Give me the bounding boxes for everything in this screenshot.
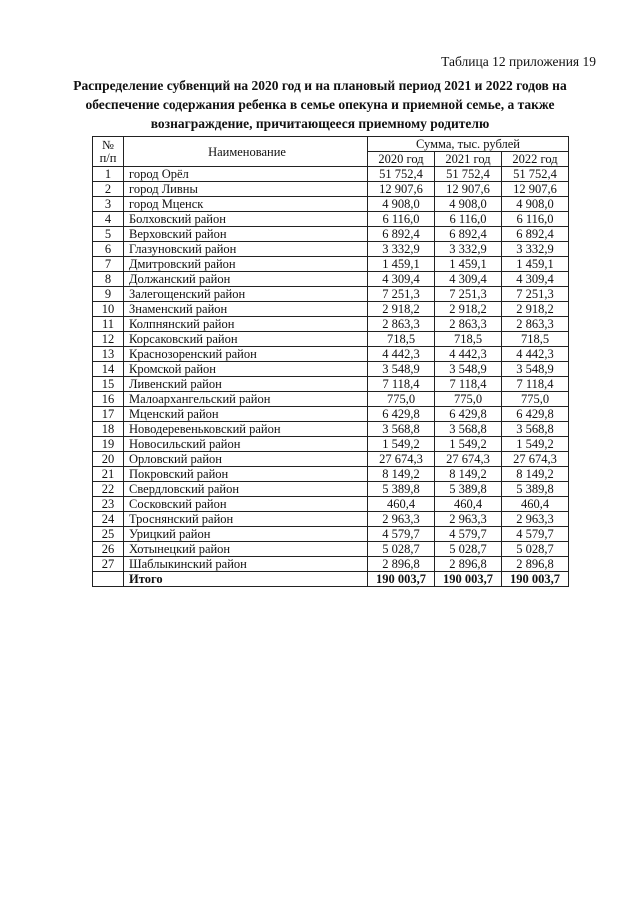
row-value-2020: 7 251,3 xyxy=(368,287,435,302)
row-value-2020: 2 896,8 xyxy=(368,557,435,572)
row-name: Малоархангельский район xyxy=(124,392,368,407)
table-row xyxy=(93,467,569,482)
row-value-2021: 2 896,8 xyxy=(435,557,502,572)
row-value-2020: 5 028,7 xyxy=(368,542,435,557)
header-number-line2: п/п xyxy=(99,150,117,165)
row-number: 1 xyxy=(93,167,124,182)
table-row xyxy=(93,452,569,467)
header-number xyxy=(93,137,124,167)
subvention-table xyxy=(92,136,569,587)
row-name: Мценский район xyxy=(124,407,368,422)
row-name: Новодеревеньковский район xyxy=(124,422,368,437)
header-number-line1: № xyxy=(102,137,114,152)
row-number: 19 xyxy=(93,437,124,452)
row-number: 17 xyxy=(93,407,124,422)
table-body xyxy=(93,167,569,572)
row-value-2020: 5 389,8 xyxy=(368,482,435,497)
total-row xyxy=(93,572,569,587)
row-value-2021: 2 918,2 xyxy=(435,302,502,317)
row-value-2020: 2 918,2 xyxy=(368,302,435,317)
row-value-2021: 1 549,2 xyxy=(435,437,502,452)
table-row xyxy=(93,182,569,197)
row-name: Кромской район xyxy=(124,362,368,377)
total-number xyxy=(93,572,124,587)
row-value-2021: 775,0 xyxy=(435,392,502,407)
row-name: город Орёл xyxy=(124,167,368,182)
row-value-2020: 1 459,1 xyxy=(368,257,435,272)
row-number: 27 xyxy=(93,557,124,572)
row-name: Краснозоренский район xyxy=(124,347,368,362)
row-value-2021: 460,4 xyxy=(435,497,502,512)
table-row xyxy=(93,437,569,452)
row-value-2022: 4 309,4 xyxy=(502,272,569,287)
row-name: Свердловский район xyxy=(124,482,368,497)
row-number: 13 xyxy=(93,347,124,362)
table-row xyxy=(93,332,569,347)
row-value-2022: 8 149,2 xyxy=(502,467,569,482)
header-row xyxy=(93,137,569,152)
row-number: 18 xyxy=(93,422,124,437)
row-value-2021: 3 568,8 xyxy=(435,422,502,437)
row-value-2022: 3 332,9 xyxy=(502,242,569,257)
row-value-2021: 2 963,3 xyxy=(435,512,502,527)
table-row xyxy=(93,482,569,497)
row-value-2020: 1 549,2 xyxy=(368,437,435,452)
row-name: Урицкий район xyxy=(124,527,368,542)
table-row xyxy=(93,497,569,512)
row-name: Залегощенский район xyxy=(124,287,368,302)
row-name: Глазуновский район xyxy=(124,242,368,257)
row-number: 6 xyxy=(93,242,124,257)
row-value-2020: 460,4 xyxy=(368,497,435,512)
total-2020: 190 003,7 xyxy=(368,572,435,587)
row-value-2022: 27 674,3 xyxy=(502,452,569,467)
row-value-2020: 718,5 xyxy=(368,332,435,347)
table-row xyxy=(93,347,569,362)
row-value-2021: 1 459,1 xyxy=(435,257,502,272)
row-number: 2 xyxy=(93,182,124,197)
row-value-2022: 2 896,8 xyxy=(502,557,569,572)
row-value-2020: 12 907,6 xyxy=(368,182,435,197)
row-value-2022: 4 908,0 xyxy=(502,197,569,212)
row-value-2020: 3 548,9 xyxy=(368,362,435,377)
row-value-2021: 4 908,0 xyxy=(435,197,502,212)
row-value-2022: 775,0 xyxy=(502,392,569,407)
row-value-2020: 3 568,8 xyxy=(368,422,435,437)
row-value-2022: 2 963,3 xyxy=(502,512,569,527)
table-row xyxy=(93,167,569,182)
row-value-2022: 3 568,8 xyxy=(502,422,569,437)
row-value-2020: 6 429,8 xyxy=(368,407,435,422)
row-value-2021: 27 674,3 xyxy=(435,452,502,467)
table-row xyxy=(93,377,569,392)
row-value-2022: 460,4 xyxy=(502,497,569,512)
header-year-2022: 2022 год xyxy=(502,152,569,167)
header-name: Наименование xyxy=(124,137,368,167)
table-row xyxy=(93,212,569,227)
table-row xyxy=(93,242,569,257)
row-name: Орловский район xyxy=(124,452,368,467)
row-value-2022: 6 429,8 xyxy=(502,407,569,422)
row-value-2022: 51 752,4 xyxy=(502,167,569,182)
header-year-2020: 2020 год xyxy=(368,152,435,167)
row-value-2020: 51 752,4 xyxy=(368,167,435,182)
row-number: 26 xyxy=(93,542,124,557)
row-value-2022: 7 251,3 xyxy=(502,287,569,302)
row-value-2022: 5 389,8 xyxy=(502,482,569,497)
row-value-2021: 4 309,4 xyxy=(435,272,502,287)
row-number: 21 xyxy=(93,467,124,482)
row-value-2020: 2 863,3 xyxy=(368,317,435,332)
table-row xyxy=(93,362,569,377)
row-value-2020: 775,0 xyxy=(368,392,435,407)
row-name: Новосильский район xyxy=(124,437,368,452)
row-number: 11 xyxy=(93,317,124,332)
row-value-2020: 27 674,3 xyxy=(368,452,435,467)
table-row xyxy=(93,422,569,437)
table-row xyxy=(93,557,569,572)
row-value-2022: 1 459,1 xyxy=(502,257,569,272)
table-row xyxy=(93,512,569,527)
row-number: 23 xyxy=(93,497,124,512)
row-value-2021: 3 332,9 xyxy=(435,242,502,257)
row-number: 4 xyxy=(93,212,124,227)
row-name: Ливенский район xyxy=(124,377,368,392)
total-2022: 190 003,7 xyxy=(502,572,569,587)
row-value-2021: 4 442,3 xyxy=(435,347,502,362)
table-row xyxy=(93,197,569,212)
row-value-2021: 718,5 xyxy=(435,332,502,347)
row-value-2022: 4 579,7 xyxy=(502,527,569,542)
row-number: 14 xyxy=(93,362,124,377)
table-row xyxy=(93,257,569,272)
row-name: Болховский район xyxy=(124,212,368,227)
table-row xyxy=(93,227,569,242)
row-name: Верховский район xyxy=(124,227,368,242)
row-number: 24 xyxy=(93,512,124,527)
row-number: 8 xyxy=(93,272,124,287)
table-row xyxy=(93,272,569,287)
table-row xyxy=(93,317,569,332)
table-caption: Таблица 12 приложения 19 xyxy=(441,54,596,69)
row-number: 25 xyxy=(93,527,124,542)
row-value-2021: 2 863,3 xyxy=(435,317,502,332)
row-name: Шаблыкинский район xyxy=(124,557,368,572)
row-value-2020: 4 309,4 xyxy=(368,272,435,287)
row-number: 12 xyxy=(93,332,124,347)
row-value-2020: 4 579,7 xyxy=(368,527,435,542)
row-value-2022: 6 116,0 xyxy=(502,212,569,227)
row-value-2021: 7 251,3 xyxy=(435,287,502,302)
row-value-2022: 7 118,4 xyxy=(502,377,569,392)
row-name: Хотынецкий район xyxy=(124,542,368,557)
row-value-2020: 6 116,0 xyxy=(368,212,435,227)
row-value-2022: 1 549,2 xyxy=(502,437,569,452)
row-value-2020: 4 442,3 xyxy=(368,347,435,362)
row-name: Сосковский район xyxy=(124,497,368,512)
row-name: Троснянский район xyxy=(124,512,368,527)
row-value-2020: 6 892,4 xyxy=(368,227,435,242)
table-row xyxy=(93,527,569,542)
row-number: 3 xyxy=(93,197,124,212)
table-row xyxy=(93,392,569,407)
row-name: Покровский район xyxy=(124,467,368,482)
row-value-2021: 7 118,4 xyxy=(435,377,502,392)
row-value-2021: 3 548,9 xyxy=(435,362,502,377)
header-year-2021: 2021 год xyxy=(435,152,502,167)
row-value-2021: 6 116,0 xyxy=(435,212,502,227)
row-value-2021: 6 892,4 xyxy=(435,227,502,242)
row-value-2022: 2 918,2 xyxy=(502,302,569,317)
row-value-2020: 2 963,3 xyxy=(368,512,435,527)
row-number: 16 xyxy=(93,392,124,407)
row-number: 9 xyxy=(93,287,124,302)
total-2021: 190 003,7 xyxy=(435,572,502,587)
row-value-2021: 4 579,7 xyxy=(435,527,502,542)
table-row xyxy=(93,542,569,557)
row-name: Корсаковский район xyxy=(124,332,368,347)
row-number: 5 xyxy=(93,227,124,242)
row-value-2022: 2 863,3 xyxy=(502,317,569,332)
row-name: Колпнянский район xyxy=(124,317,368,332)
row-value-2020: 8 149,2 xyxy=(368,467,435,482)
document-title: Распределение субвенций на 2020 год и на плановый период 2021 и 2022 годов на обеспечение содержания ребенка в семье опекуна и приемной семье, а также вознаграждение, причитающееся приемному родителю xyxy=(73,78,567,131)
table-row xyxy=(93,407,569,422)
header-sum: Сумма, тыс. рублей xyxy=(368,137,569,152)
row-value-2021: 8 149,2 xyxy=(435,467,502,482)
table-row xyxy=(93,287,569,302)
row-value-2022: 4 442,3 xyxy=(502,347,569,362)
row-value-2022: 6 892,4 xyxy=(502,227,569,242)
row-number: 22 xyxy=(93,482,124,497)
row-name: Должанский район xyxy=(124,272,368,287)
row-number: 7 xyxy=(93,257,124,272)
row-value-2020: 4 908,0 xyxy=(368,197,435,212)
row-value-2020: 3 332,9 xyxy=(368,242,435,257)
row-number: 15 xyxy=(93,377,124,392)
row-value-2021: 6 429,8 xyxy=(435,407,502,422)
row-value-2021: 12 907,6 xyxy=(435,182,502,197)
row-value-2022: 12 907,6 xyxy=(502,182,569,197)
row-value-2022: 718,5 xyxy=(502,332,569,347)
row-value-2021: 5 028,7 xyxy=(435,542,502,557)
row-number: 10 xyxy=(93,302,124,317)
table-row xyxy=(93,302,569,317)
row-name: город Ливны xyxy=(124,182,368,197)
row-value-2022: 5 028,7 xyxy=(502,542,569,557)
row-value-2022: 3 548,9 xyxy=(502,362,569,377)
row-number: 20 xyxy=(93,452,124,467)
row-name: Дмитровский район xyxy=(124,257,368,272)
row-value-2021: 51 752,4 xyxy=(435,167,502,182)
total-label: Итого xyxy=(124,572,368,587)
row-value-2020: 7 118,4 xyxy=(368,377,435,392)
row-value-2021: 5 389,8 xyxy=(435,482,502,497)
row-name: город Мценск xyxy=(124,197,368,212)
row-name: Знаменский район xyxy=(124,302,368,317)
